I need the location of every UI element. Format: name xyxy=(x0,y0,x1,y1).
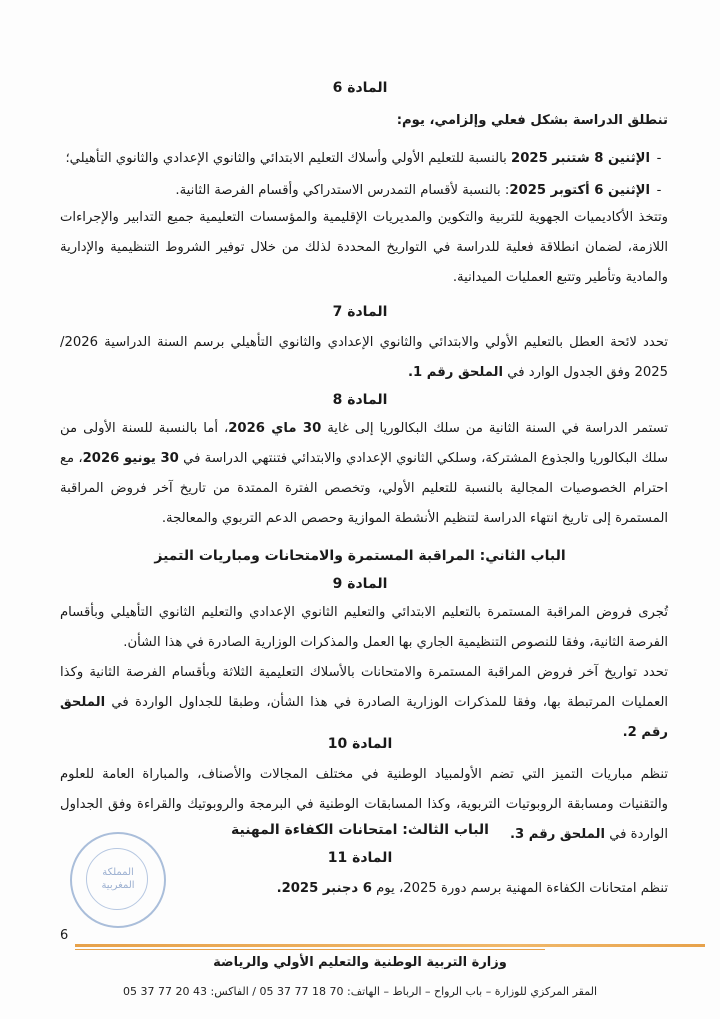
footer-divider-thin xyxy=(75,949,545,950)
annex-2-reference: الملحق رقم 2. xyxy=(60,695,668,740)
annex-1-reference: الملحق رقم 1. xyxy=(407,365,504,380)
article-10-heading: المادة 10 xyxy=(327,736,393,752)
article-9-body: تحدد تواريخ آخر فروض المراقبة المستمرة والامتحانات بالأسلاك التعليمية الثلاثة وبأقسام الفرصة الثانية وكذا العمليات المرتبطة بها، وفقا للمذكرات الوزارية الصادرة في هذا الشأن، وطبقا للجداول الواردة في xyxy=(60,665,668,710)
article-6-intro: تنطلق الدراسة بشكل فعلي وإلزامي، يوم: xyxy=(396,113,668,128)
bullet-1-text: بالنسبة للتعليم الأولي وأسلاك التعليم الابتدائي والثانوي الإعدادي والثانوي التأهيلي؛ xyxy=(65,151,512,166)
article-9-paragraph-2 xyxy=(60,658,668,748)
article-6-heading: المادة 6 xyxy=(332,80,388,96)
bullet-dash: - xyxy=(656,151,662,166)
page-number: 6 xyxy=(60,928,69,943)
article-8-part-3: ، مع احترام الخصوصيات المجالية بالنسبة للتعليم الأولي، وتخصص الفترة الممتدة من تاريخ آخر فروض المراقبة المستمرة إلى تاريخ انتهاء الدراسة لتنظيم الأنشطة الموازية وحصص الدعم التربوي والمعالجة. xyxy=(60,451,668,526)
chapter-3-title: الباب الثالث: امتحانات الكفاءة المهنية xyxy=(231,822,489,838)
chapter-2-title: الباب الثاني: المراقبة المستمرة والامتحانات ومباريات التميز xyxy=(154,548,566,564)
bullet-dash: - xyxy=(656,183,662,198)
article-9-heading: المادة 9 xyxy=(332,576,388,592)
stamp-text xyxy=(72,866,164,892)
stamp-line-1: المملكة xyxy=(102,867,134,878)
stamp-line-2: المغربية xyxy=(101,880,135,891)
article-10-body: تنظم مباريات التميز التي تضم الأولمبياد الوطنية في مختلف المجالات والأصناف، والمباراة العامة للعلوم والتقنيات ومسابقة الروبوتيات التربوية، وكذا المسابقات الوطنية في البرمجة والروبوتيك والقراءة وفق الجداول الواردة في xyxy=(60,767,668,842)
article-8-text xyxy=(60,414,668,534)
article-6-bullet-2 xyxy=(60,178,668,204)
article-8-part-1: تستمر الدراسة في السنة الثانية من سلك البكالوريا إلى غاية xyxy=(321,421,669,436)
official-stamp xyxy=(70,832,166,928)
article-6-bullet-1 xyxy=(60,146,668,172)
article-7-body: تحدد لائحة العطل بالتعليم الأولي والابتدائي والثانوي الإعدادي والثانوي التأهيلي برسم السنة الدراسية 2026/ 2025 وفق الجدول الوارد في xyxy=(60,335,668,380)
bullet-2-text: : بالنسبة لأقسام التمدرس الاستدراكي وأقسام الفرصة الثانية. xyxy=(175,183,510,198)
footer-divider xyxy=(75,944,705,947)
article-7-text xyxy=(60,328,668,388)
article-11-heading: المادة 11 xyxy=(327,850,393,866)
bullet-1-date: الإثنين 8 شتنبر 2025 xyxy=(511,151,650,166)
article-8-part-2: ، أما بالنسبة للسنة الأولى من سلك البكالوريا والجذوع المشتركة، وسلكي الثانوي الإعدادي والابتدائي فتنتهي الدراسة في xyxy=(60,421,668,466)
article-8-date-2: 30 يونيو 2026 xyxy=(82,451,179,466)
article-9-paragraph-1: تُجرى فروض المراقبة المستمرة بالتعليم الابتدائي والتعليم الثانوي الإعدادي والتعليم الثانوي التأهيلي وبأقسام الفرصة الثانية، وفقا للنصوص التنظيمية الجاري بها العمل والمذكرات الوزارية الصادرة في هذا الشأن. xyxy=(60,605,668,650)
article-8-heading: المادة 8 xyxy=(332,392,388,408)
footer-ministry-name: وزارة التربية الوطنية والتعليم الأولي والرياضة xyxy=(213,955,507,970)
footer-address: المقر المركزي للوزارة – باب الرواح – الرباط – الهاتف: 70 18 77 37 05 / الفاكس: 43 20 77 37 05 xyxy=(123,985,597,998)
article-7-heading: المادة 7 xyxy=(332,304,388,320)
article-8-date-1: 30 ماي 2026 xyxy=(228,421,322,436)
article-6-paragraph: وتتخذ الأكاديميات الجهوية للتربية والتكوين والمديريات الإقليمية والمؤسسات التعليمية جميع التدابير والإجراءات اللازمة، لضمان انطلاقة فعلية للدراسة في التواريخ المحددة لذلك من خلال توفير الشروط التنظيمية والإدارية والمادية وتأطير وتتبع العمليات الميدانية. xyxy=(60,210,668,285)
annex-3-reference: الملحق رقم 3. xyxy=(509,827,605,842)
article-11-date: 6 دجنبر 2025. xyxy=(276,881,372,896)
article-11-body: تنظم امتحانات الكفاءة المهنية برسم دورة 2025، يوم xyxy=(371,881,668,896)
bullet-2-date: الإثنين 6 أكتوبر 2025 xyxy=(509,183,650,198)
